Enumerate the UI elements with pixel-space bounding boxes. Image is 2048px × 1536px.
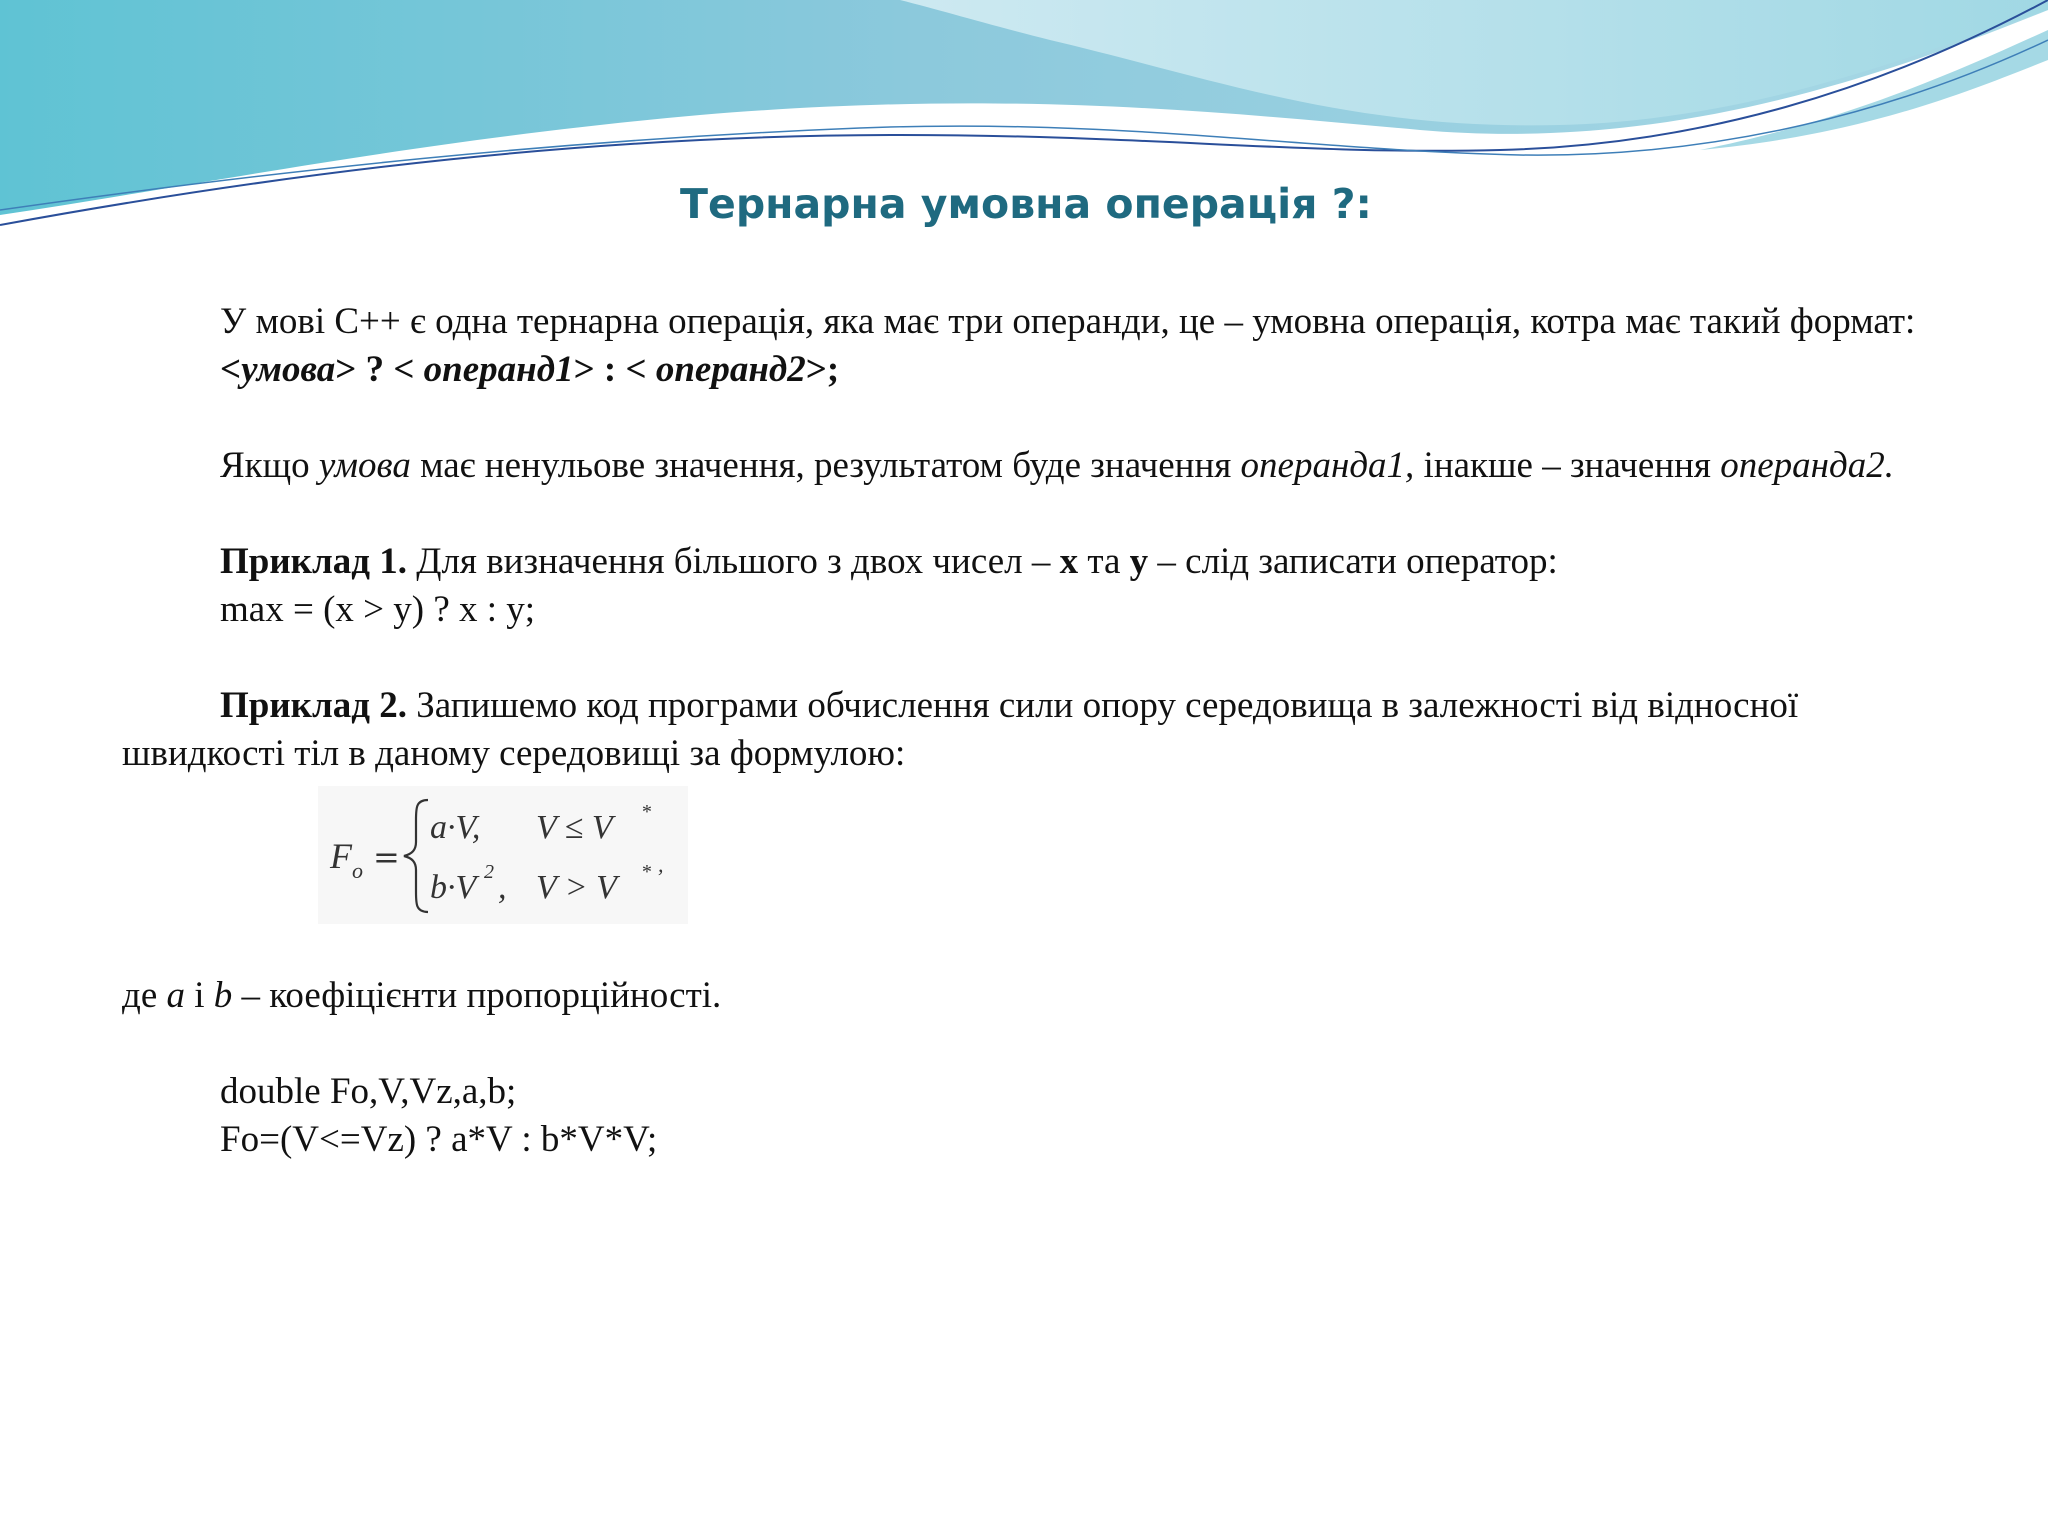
slide-title-text: Тернарна умовна операція ?: [680,180,1372,228]
code-line-2: Fo=(V<=Vz) ? a*V : b*V*V; [220,1119,658,1160]
formula-row2-pow: 2 [484,861,494,883]
format-question: ? < [356,349,424,390]
formula-trailing-comma: , [658,852,664,877]
formula-equals: = [373,838,400,876]
formula-row1-cond: V ≤ V [536,809,613,846]
example2-paragraph: Приклад 2. Запишемо код програми обчислення сили опору середовища в залежності від відносної швидкості тіл в даному середовищі за формулою: [122,685,1799,774]
formula-lhs: F [330,836,352,876]
example2-label: Приклад 2. [220,685,407,726]
condition-term: умова [318,445,411,486]
format-condition: умова [241,349,336,390]
slide-title [0,180,2048,228]
formula-image [318,786,688,924]
formula-brace [404,800,428,912]
operand2-term: операнда2. [1720,445,1894,486]
var-y: y [1129,541,1149,582]
var-x: x [1059,541,1079,582]
condition-paragraph: Якщо умова має ненульове значення, результатом буде значення операнда1, інакше – значення операнда2. [220,445,1894,486]
spacer [122,924,1922,972]
formula-row1-sup: * [641,801,651,823]
formula-row2-sup: * [641,861,651,883]
format-colon: > : < [573,349,656,390]
format-lt: < [220,349,242,390]
format-end: >; [805,349,840,390]
formula-row2-comma: , [498,869,507,906]
format-gt: > [335,349,357,390]
example1-paragraph: Приклад 1. Для визначення більшого з двох чисел – x та y – слід записати оператор: [220,541,1558,582]
spacer [122,634,1922,682]
coefficients-line: де a і b – коефіцієнти пропорційності. [122,975,722,1016]
spacer [122,490,1922,538]
coef-a: a [166,975,185,1016]
formula-row1-expr: a·V, [430,809,481,846]
coef-b: b [213,975,233,1016]
intro-paragraph: У мові С++ є одна тернарна операція, яка має три операнди, це – умовна операція, котра має такий формат: [220,301,1916,342]
slide-body [122,298,1922,1164]
example1-code: max = (x > y) ? x : y; [220,589,536,630]
format-operand2: операнд2 [655,349,806,390]
operand1-term: операнда1, [1240,445,1415,486]
formula-row2-expr: b·V [430,869,477,906]
formula-svg [318,786,688,924]
code-line-1: double Fo,V,Vz,a,b; [220,1071,517,1112]
format-line [122,346,1922,394]
formula-lhs-sub: o [352,858,363,883]
spacer [122,394,1922,442]
example1-label: Приклад 1. [220,541,407,582]
format-operand1: операнд1 [423,349,574,390]
spacer [122,1020,1922,1068]
formula-row2-cond: V > V [536,869,617,906]
